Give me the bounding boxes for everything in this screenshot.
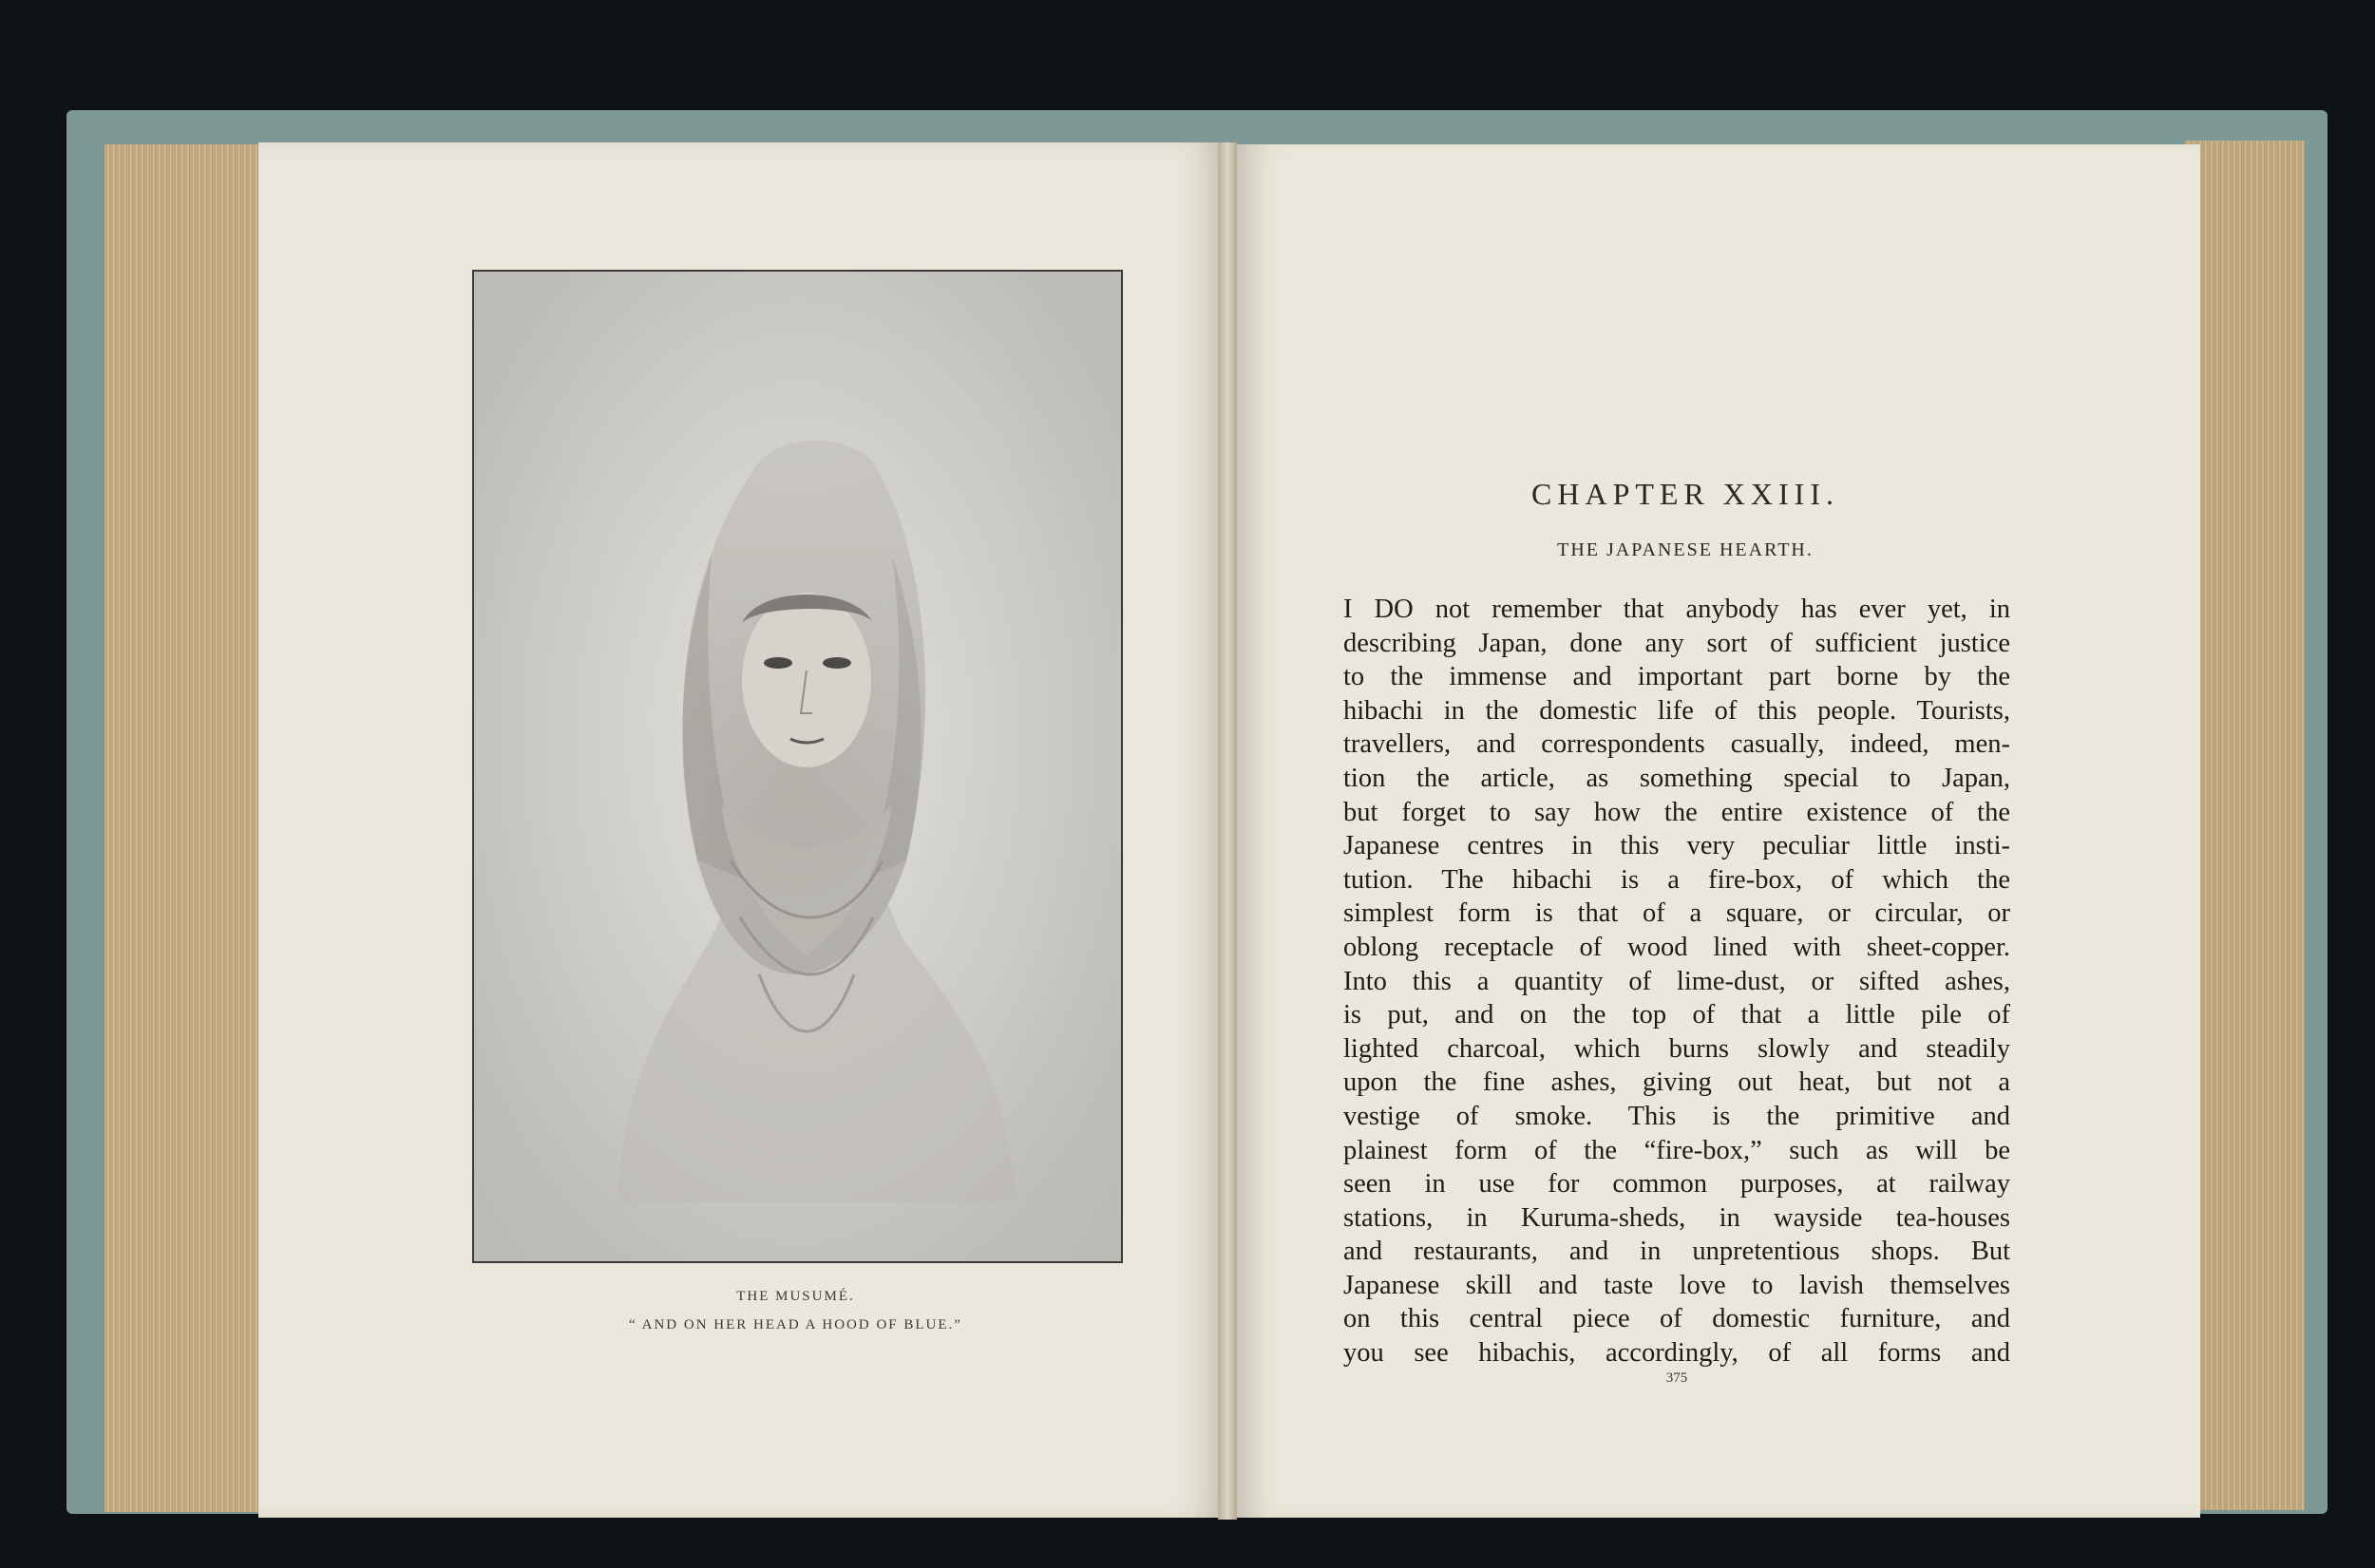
text-line: tution. The hibachi is a fire-box, of which the bbox=[1343, 864, 2010, 895]
text-line: to the immense and important part borne by the bbox=[1343, 662, 2010, 692]
text-line: hibachi in the domestic life of this people. Tourists, bbox=[1343, 695, 2010, 726]
book-gutter bbox=[1218, 142, 1237, 1520]
text-line: Into this a quantity of lime-dust, or sifted ashes, bbox=[1343, 966, 2010, 996]
text-line: but forget to say how the entire existence of the bbox=[1343, 797, 2010, 827]
text-line: lighted charcoal, which burns slowly and steadily bbox=[1343, 1033, 2010, 1064]
text-line: on this central piece of domestic furniture, and bbox=[1343, 1304, 2010, 1334]
text-line: you see hibachis, accordingly, of all forms and bbox=[1343, 1338, 2010, 1369]
hooded-woman-portrait bbox=[474, 272, 1121, 1261]
page-edges-left bbox=[104, 144, 276, 1512]
text-line: plainest form of the “fire-box,” such as will be bbox=[1343, 1135, 2010, 1165]
text-line: stations, in Kuruma-sheds, in wayside tea-houses bbox=[1343, 1202, 2010, 1233]
text-line: travellers, and correspondents casually, indeed, men- bbox=[1343, 729, 2010, 760]
text-line: and restaurants, and in unpretentious shops. But bbox=[1343, 1237, 2010, 1267]
text-line: Japanese skill and taste love to lavish themselves bbox=[1343, 1270, 2010, 1300]
chapter-body-text bbox=[1343, 593, 2010, 1370]
plate-caption-quote: “ AND ON HER HEAD A HOOD OF BLUE.” bbox=[629, 1317, 962, 1332]
page-number: 375 bbox=[1665, 1370, 1688, 1386]
text-line: simplest form is that of a square, or circular, or bbox=[1343, 898, 2010, 929]
text-line: describing Japan, done any sort of sufficient justice bbox=[1343, 628, 2010, 658]
page-edges-right bbox=[2185, 141, 2305, 1510]
text-line: seen in use for common purposes, at railway bbox=[1343, 1169, 2010, 1200]
text-line: is put, and on the top of that a little pile of bbox=[1343, 1000, 2010, 1030]
text-line: upon the fine ashes, giving out heat, but not a bbox=[1343, 1067, 2010, 1098]
text-line: Japanese centres in this very peculiar little insti- bbox=[1343, 831, 2010, 861]
text-line: oblong receptacle of wood lined with sheet-copper. bbox=[1343, 932, 2010, 962]
text-line: tion the article, as something special to Japan, bbox=[1343, 763, 2010, 793]
text-line: vestige of smoke. This is the primitive and bbox=[1343, 1101, 2010, 1131]
section-title: THE JAPANESE HEARTH. bbox=[1557, 539, 1814, 560]
plate-caption-title: THE MUSUMÉ. bbox=[736, 1289, 855, 1304]
portrait-plate bbox=[472, 270, 1123, 1263]
chapter-title: CHAPTER XXIII. bbox=[1531, 477, 1839, 511]
text-line: I DO not remember that anybody has ever yet, in bbox=[1343, 595, 2010, 624]
